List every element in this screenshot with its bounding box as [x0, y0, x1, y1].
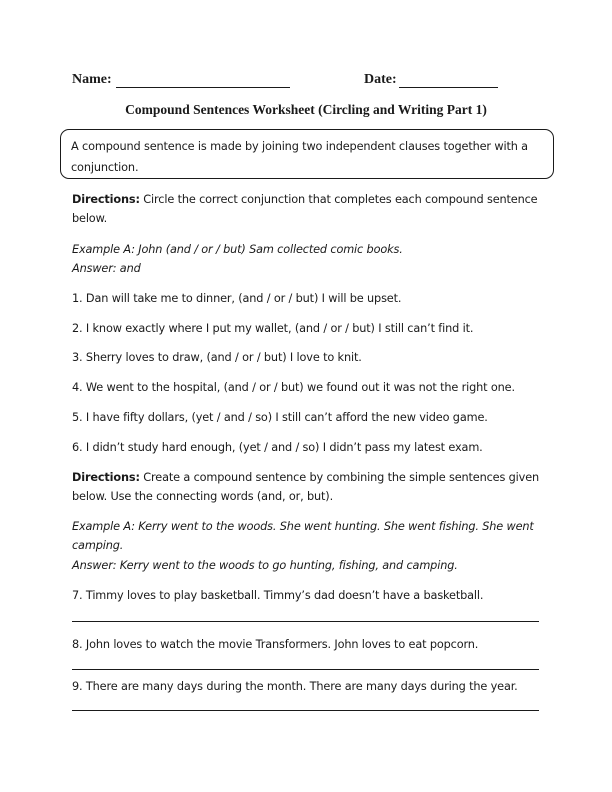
answer-line-7[interactable]	[72, 621, 539, 622]
question-2[interactable]: 2. I know exactly where I put my wallet, (and / or / but) I still can’t find it.	[72, 322, 474, 335]
section1-directions	[72, 190, 542, 228]
directions-text: Circle the correct conjunction that completes each compound sentence below.	[72, 193, 538, 225]
question-3[interactable]: 3. Sherry loves to draw, (and / or / but) I love to knit.	[72, 351, 362, 364]
section2-directions	[72, 468, 542, 506]
question-4[interactable]: 4. We went to the hospital, (and / or / but) we found out it was not the right one.	[72, 381, 515, 394]
question-6[interactable]: 6. I didn’t study hard enough, (yet / and / so) I didn’t pass my latest exam.	[72, 441, 483, 454]
name-field-line[interactable]	[116, 87, 290, 88]
directions-text: Create a compound sentence by combining the simple sentences given below. Use the connecting words (and, or, but).	[72, 471, 540, 503]
section2-answer: Answer: Kerry went to the woods to go hunting, fishing, and camping.	[72, 559, 458, 572]
question-5[interactable]: 5. I have fifty dollars, (yet / and / so) I still can’t afford the new video game.	[72, 411, 488, 424]
answer-line-9[interactable]	[72, 710, 539, 711]
name-label: Name:	[72, 72, 112, 87]
section2-example: Example A: Kerry went to the woods. She went hunting. She went fishing. She went camping.	[72, 520, 534, 552]
directions-label: Directions:	[72, 193, 140, 206]
directions-label: Directions:	[72, 471, 140, 484]
intro-text: A compound sentence is made by joining two independent clauses together with a conjunction.	[71, 140, 528, 174]
intro-box	[60, 129, 554, 179]
date-label: Date:	[364, 72, 397, 87]
section1-example: Example A: John (and / or / but) Sam collected comic books.	[72, 243, 403, 256]
worksheet-title: Compound Sentences Worksheet (Circling and Writing Part 1)	[125, 102, 487, 117]
date-field-line[interactable]	[399, 87, 498, 88]
section1-answer: Answer: and	[72, 262, 141, 275]
question-1[interactable]: 1. Dan will take me to dinner, (and / or / but) I will be upset.	[72, 292, 402, 305]
question-8: 8. John loves to watch the movie Transformers. John loves to eat popcorn.	[72, 638, 479, 651]
question-7: 7. Timmy loves to play basketball. Timmy’s dad doesn’t have a basketball.	[72, 589, 484, 602]
question-9: 9. There are many days during the month. There are many days during the year.	[72, 680, 518, 693]
answer-line-8[interactable]	[72, 669, 539, 670]
